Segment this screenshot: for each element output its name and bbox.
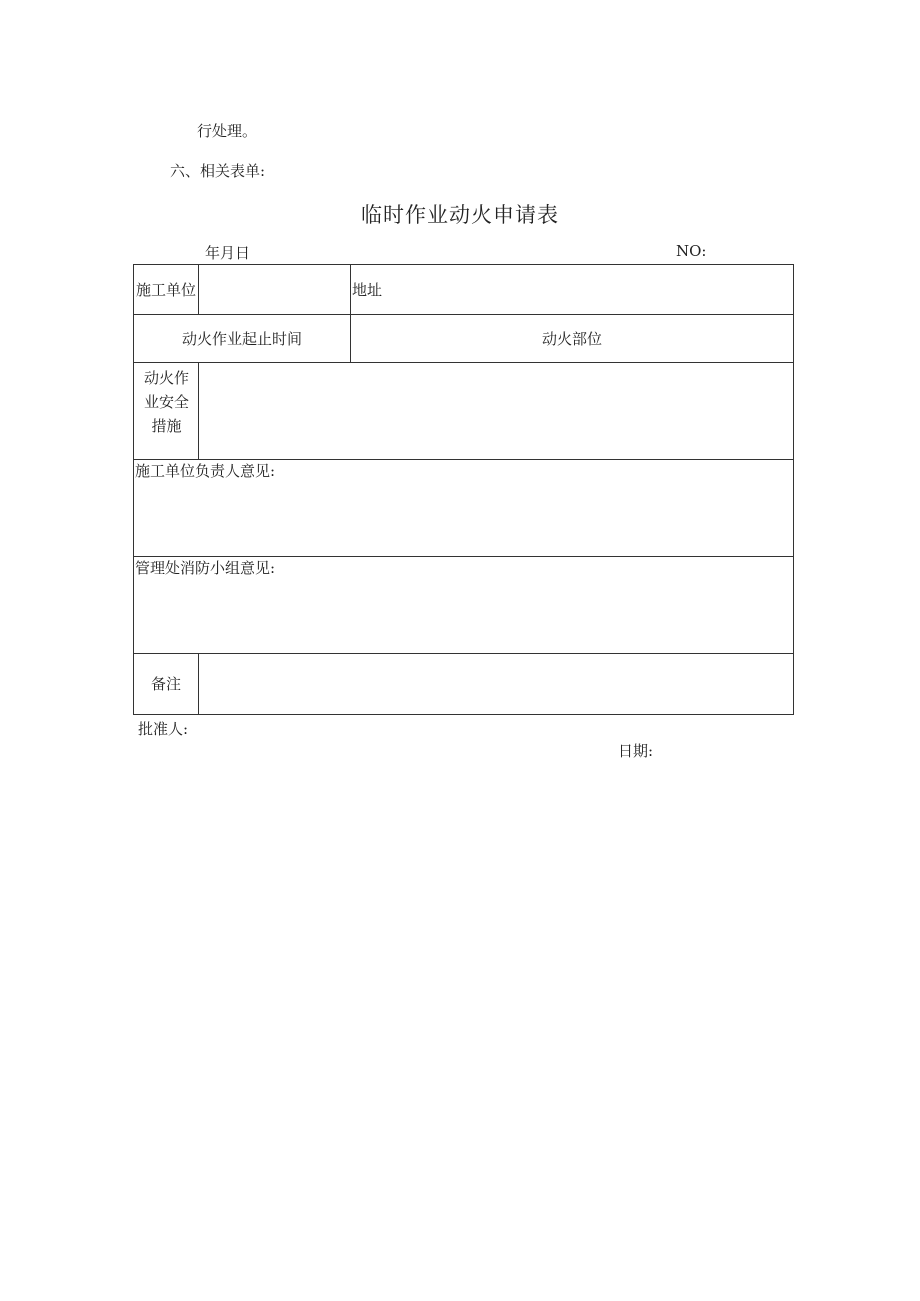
section-heading-related-forms: 六、相关表单:: [170, 162, 266, 180]
unit-leader-opinion-label: 施工单位负责人意见:: [135, 462, 276, 480]
form-title: 临时作业动火申请表: [361, 203, 559, 227]
safety-measures-label-text: 动火作业安全措施: [143, 369, 189, 435]
row-unit-address: [134, 265, 794, 315]
row-time-location: [134, 315, 794, 363]
construction-unit-label: 施工单位: [134, 265, 199, 315]
form-number-label: NO:: [676, 242, 707, 260]
unit-leader-opinion-cell[interactable]: [134, 460, 794, 557]
form-date-label: 年月日: [205, 244, 251, 262]
fire-location-label: 动火部位: [351, 315, 794, 363]
safety-measures-label: [134, 363, 199, 460]
row-unit-leader-opinion: [134, 460, 794, 557]
address-label: 地址: [352, 280, 383, 299]
row-safety-measures: [134, 363, 794, 460]
intro-line-1: 行处理。: [197, 122, 258, 140]
address-cell[interactable]: [351, 265, 794, 315]
row-fire-team-opinion: [134, 557, 794, 654]
safety-measures-value-cell[interactable]: [199, 363, 794, 460]
fire-team-opinion-label: 管理处消防小组意见:: [135, 559, 276, 577]
construction-unit-value-cell[interactable]: [199, 265, 351, 315]
fire-time-label: 动火作业起止时间: [134, 315, 351, 363]
remarks-label: 备注: [134, 654, 199, 715]
fire-permit-form-table: [133, 264, 794, 715]
sign-date-label: 日期:: [618, 742, 654, 760]
remarks-value-cell[interactable]: [199, 654, 794, 715]
row-remarks: [134, 654, 794, 715]
fire-team-opinion-cell[interactable]: [134, 557, 794, 654]
approver-label: 批准人:: [138, 720, 189, 738]
